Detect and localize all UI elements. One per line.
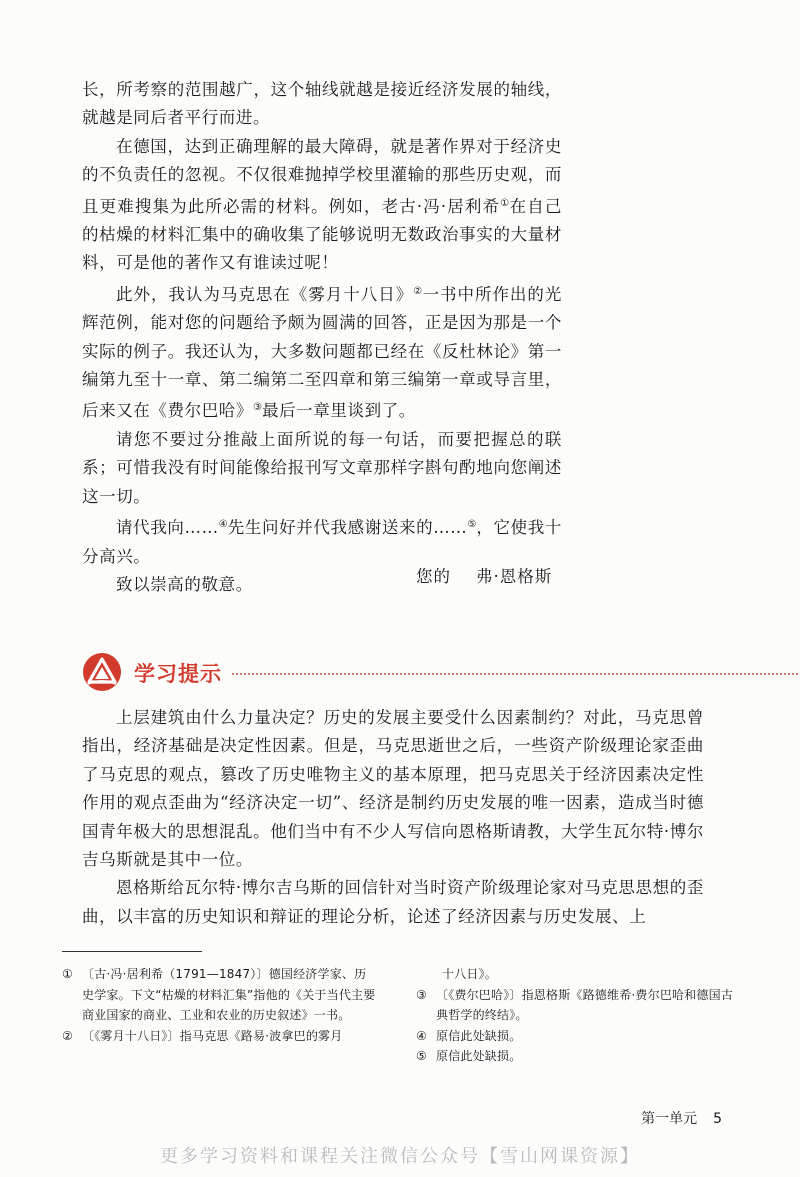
study-tips-body bbox=[82, 704, 704, 931]
footnote-marker: ④ bbox=[218, 519, 228, 531]
letter-paragraph: 在德国，达到正确理解的最大障碍，就是著作界对于经济史的不负责任的忽视。不仅很难抛掉学校里灌输的那些历史观，而且更难搜集为此所必需的材料。例如，老古·冯·居利希①在自己的枯燥的材料汇集中的确收集了能够说明无数政治事实的大量材料，可是他的著作又有谁读过呢！ bbox=[82, 136, 562, 273]
footnote-marker: ② bbox=[413, 285, 423, 297]
footnote-marker: ⑤ bbox=[467, 519, 477, 531]
tips-paragraph: 恩格斯给瓦尔特·博尔吉乌斯的回信针对当时资产阶级理论家对马克思思想的歪曲，以丰富的历史知识和辩证的理论分析，论述了经济因素与历史发展、上 bbox=[82, 878, 704, 926]
letter-paragraph: 长，所考察的范围越广，这个轴线就越是接近经济发展的轴线，就越是同后者平行而进。 bbox=[82, 80, 562, 128]
unit-label: 第一单元 bbox=[641, 1111, 698, 1127]
dotted-divider bbox=[232, 673, 800, 675]
study-tips-header bbox=[82, 652, 722, 694]
tips-paragraph: 上层建筑由什么力量决定？历史的发展主要受什么因素制约？对此，马克思曾指出，经济基础是决定性因素。但是，马克思逝世之后，一些资产阶级理论家歪曲了马克思的观点，篡改了历史唯物主义的基本原理，把马克思关于经济因素决定性作用的观点歪曲为“经济决定一切”、经济是制约历史发展的唯一因素，造成当时德国青年极大的思想混乱。他们当中有不少人写信向恩格斯请教，大学生瓦尔特·博尔吉乌斯就是其中一位。 bbox=[82, 708, 704, 870]
page-number: 5 bbox=[713, 1111, 722, 1127]
letter-paragraph: 请您不要过分推敲上面所说的每一句话，而要把握总的联系；可惜我没有时间能像给报刊写文章那样字斟句酌地向您阐述这一切。 bbox=[82, 429, 562, 506]
footnotes-left-column bbox=[62, 964, 378, 1046]
footnote-item: ④ 原信此处缺损。 bbox=[416, 1028, 522, 1043]
footnote-marker: ① bbox=[500, 197, 510, 209]
letter-paragraph: 请代我向……④先生问好并代我感谢送来的……⑤，它使我十分高兴。 bbox=[82, 518, 563, 566]
footnote-continuation: 十八日》。 bbox=[442, 967, 498, 981]
study-tips-logo-icon bbox=[82, 652, 122, 692]
watermark-text: 更多学习资料和课程关注微信公众号【雪山网课资源】 bbox=[160, 1146, 640, 1167]
footnotes-right-column bbox=[416, 964, 740, 1067]
footnote-marker: ③ bbox=[253, 402, 262, 414]
footnote-item: ⑤ 原信此处缺损。 bbox=[416, 1049, 522, 1063]
letter-closing: 致以崇高的敬意。 bbox=[116, 574, 253, 594]
study-tips-title: 学习提示 bbox=[134, 662, 222, 686]
page-footer bbox=[641, 1108, 722, 1128]
footnote-item: ③ 〔《费尔巴哈》〕指恩格斯《路德维希·费尔巴哈和德国古典哲学的终结》。 bbox=[416, 987, 734, 1022]
footnote-item: ① 〔古·冯·居利希（1791—1847）〕德国经济学家、历史学家。下文“枯燥的材料汇集”指他的《关于当代主要商业国家的商业、工业和农业的历史叙述》一书。 bbox=[62, 967, 376, 1022]
letter-body bbox=[82, 76, 562, 599]
letter-signature: 您的 弗·恩格斯 bbox=[416, 567, 553, 586]
footnote-rule bbox=[62, 951, 202, 952]
letter-paragraph: 此外，我认为马克思在《雾月十八日》②一书中所作出的光辉范例，能对您的问题给予颇为圆满的回答，正是因为那是一个实际的例子。我还认为，大多数问题都已经在《反杜林论》第一编第九至十一章、第二编第二至四章和第三编第一章或导言里，后来又在《费尔巴哈》③最后一章里谈到了。 bbox=[82, 284, 562, 421]
footnote-item: ② 〔《雾月十八日》〕指马克思《路易·波拿巴的雾月 bbox=[62, 1028, 343, 1043]
